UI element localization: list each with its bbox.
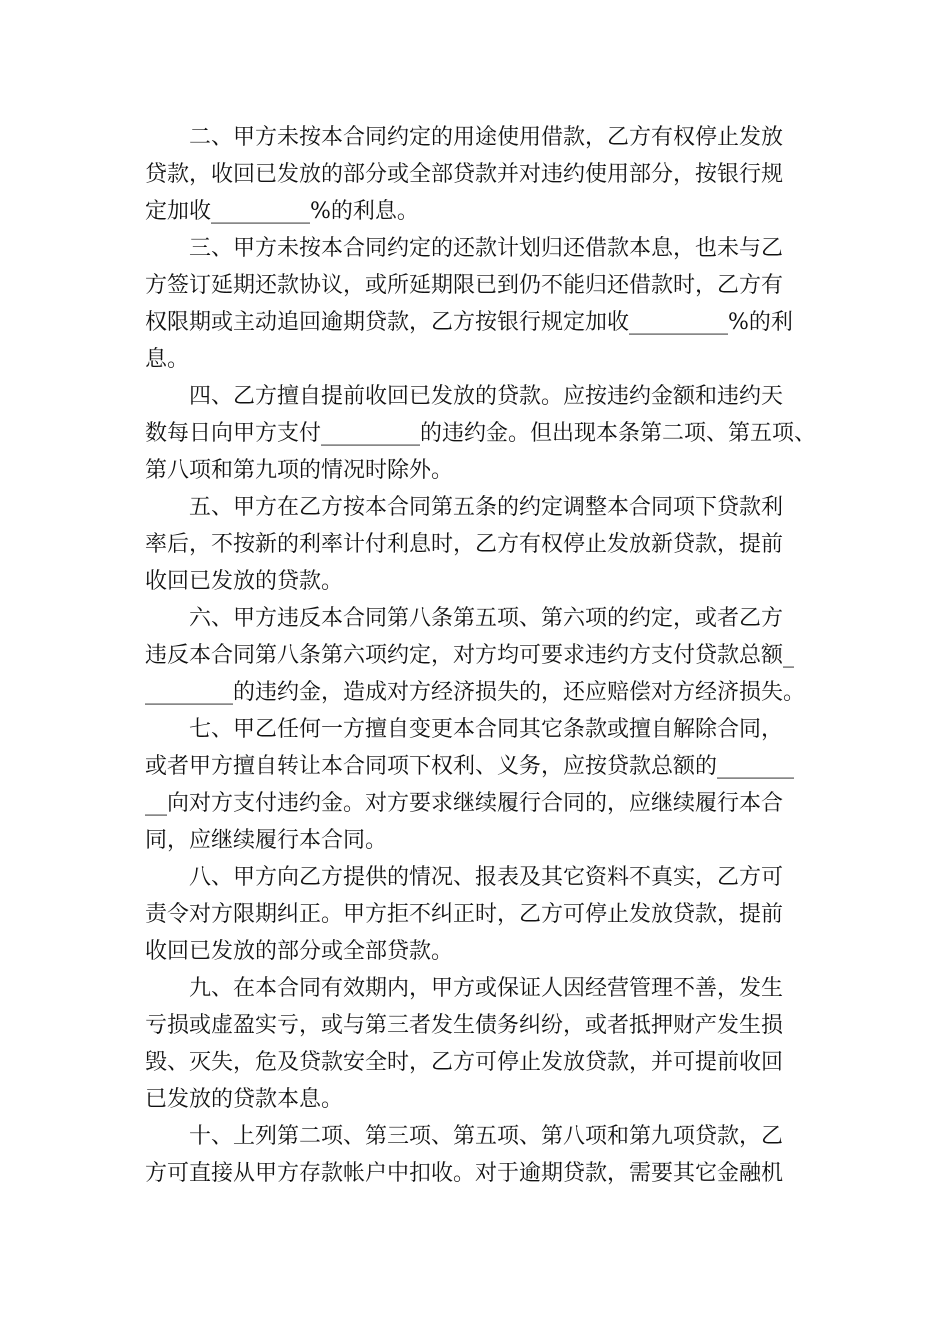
- paragraph-line: 定加收_________%的利息。: [145, 199, 419, 224]
- contract-text-body: [145, 119, 817, 1192]
- paragraph-line: 或者甲方擅自转让本合同项下权利、义务，应按贷款总额的_______: [145, 754, 795, 779]
- paragraph-line: 已发放的贷款本息。: [145, 1087, 344, 1112]
- paragraph-line: ________的违约金，造成对方经济损失的，还应赔偿对方经济损失。: [145, 680, 806, 705]
- paragraph-line: 率后，不按新的利率计付利息时，乙方有权停止发放新贷款，提前: [145, 532, 784, 557]
- paragraph-line: 违反本合同第八条第六项约定，对方均可要求违约方支付贷款总额_: [145, 643, 795, 668]
- paragraph-line: 数每日向甲方支付_________的违约金。但出现本条第二项、第五项、: [145, 421, 817, 446]
- paragraph-first-line: 十、上列第二项、第三项、第五项、第八项和第九项贷款，乙: [189, 1124, 784, 1149]
- paragraph-line: 同，应继续履行本合同。: [145, 828, 388, 853]
- paragraph-first-line: 五、甲方在乙方按本合同第五条的约定调整本合同项下贷款利: [189, 495, 784, 520]
- paragraph-line: 方签订延期还款协议，或所延期限已到仍不能归还借款时，乙方有: [145, 273, 784, 298]
- paragraph-first-line: 九、在本合同有效期内，甲方或保证人因经营管理不善，发生: [189, 976, 784, 1001]
- paragraph-line: 收回已发放的贷款。: [145, 569, 344, 594]
- paragraph-first-line: 七、甲乙任何一方擅自变更本合同其它条款或擅自解除合同，: [189, 717, 784, 742]
- paragraph-first-line: 四、乙方擅自提前收回已发放的贷款。应按违约金额和违约天: [189, 384, 784, 409]
- paragraph-first-line: 六、甲方违反本合同第八条第五项、第六项的约定，或者乙方: [189, 606, 784, 631]
- paragraph-line: __向对方支付违约金。对方要求继续履行合同的，应继续履行本合: [145, 791, 784, 816]
- paragraph-line: 责令对方限期纠正。甲方拒不纠正时，乙方可停止发放贷款，提前: [145, 902, 784, 927]
- paragraph-line: 方可直接从甲方存款帐户中扣收。对于逾期贷款，需要其它金融机: [145, 1161, 784, 1186]
- paragraph-first-line: 二、甲方未按本合同约定的用途使用借款，乙方有权停止发放: [189, 125, 784, 150]
- paragraph-line: 毁、灭失，危及贷款安全时，乙方可停止发放贷款，并可提前收回: [145, 1050, 784, 1075]
- paragraph-first-line: 八、甲方向乙方提供的情况、报表及其它资料不真实，乙方可: [189, 865, 784, 890]
- paragraph-line: 收回已发放的部分或全部贷款。: [145, 939, 454, 964]
- paragraph-line: 第八项和第九项的情况时除外。: [145, 458, 454, 483]
- paragraph-line: 贷款，收回已发放的部分或全部贷款并对违约使用部分，按银行规: [145, 162, 784, 187]
- paragraph-line: 息。: [145, 347, 190, 372]
- paragraph-first-line: 三、甲方未按本合同约定的还款计划归还借款本息，也未与乙: [189, 236, 784, 261]
- paragraph-line: 权限期或主动追回逾期贷款，乙方按银行规定加收_________%的利: [145, 310, 793, 335]
- paragraph-line: 亏损或虚盈实亏，或与第三者发生债务纠纷，或者抵押财产发生损: [145, 1013, 784, 1038]
